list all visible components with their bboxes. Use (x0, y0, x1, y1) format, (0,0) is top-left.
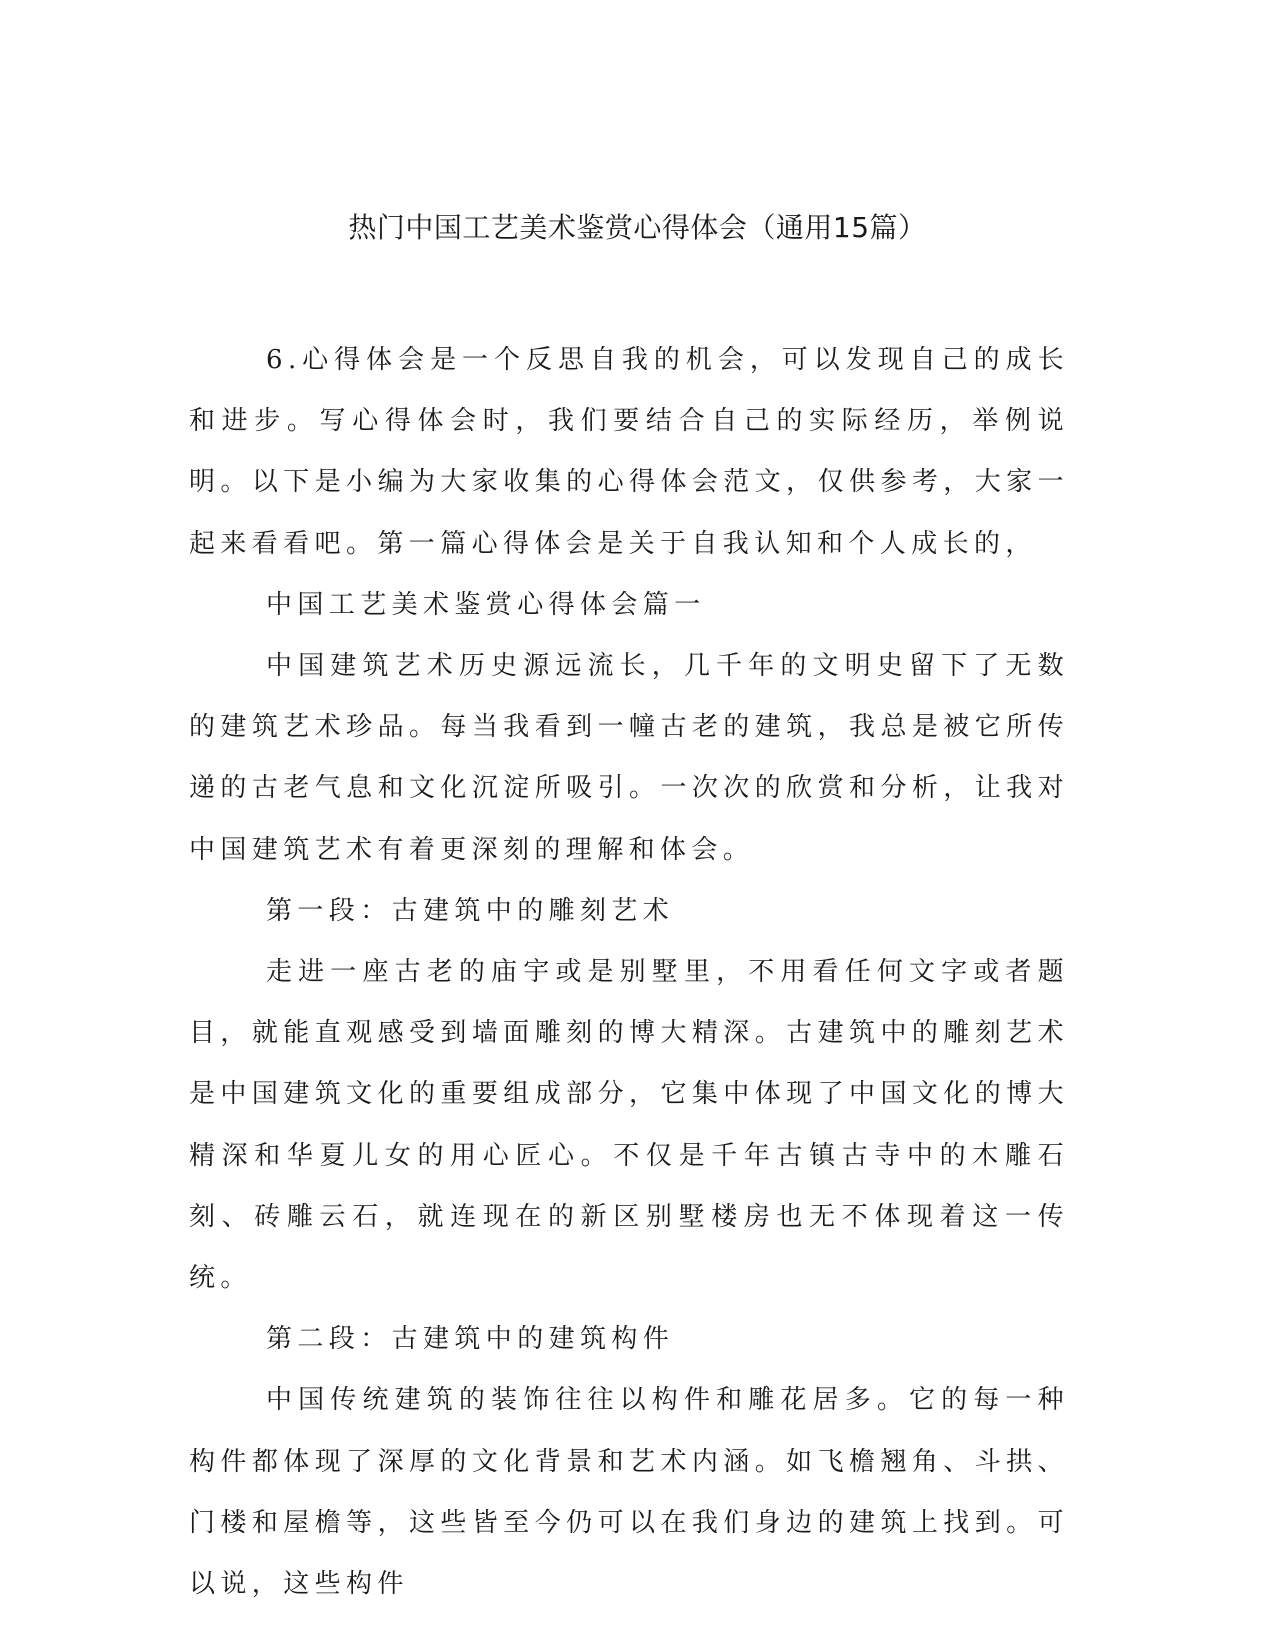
paragraph-carving: 走进一座古老的庙宇或是别墅里，不用看任何文字或者题目，就能直观感受到墙面雕刻的博大精深。古建筑中的雕刻艺术是中国建筑文化的重要组成部分，它集中体现了中国文化的博大精深和华夏儿女的用心匠心。不仅是千年古镇古寺中的木雕石刻、砖雕云石，就连现在的新区别墅楼房也无不体现着这一传统。 (189, 957, 1069, 1294)
document-body (189, 330, 1069, 1615)
page-title: 热门中国工艺美术鉴赏心得体会（通用15篇） (348, 211, 927, 244)
paragraph-intro: 6.心得体会是一个反思自我的机会，可以发现自己的成长和进步。写心得体会时，我们要结合自己的实际经历，举例说明。以下是小编为大家收集的心得体会范文，仅供参考，大家一起来看看吧。第一篇心得体会是关于自我认知和个人成长的， (189, 345, 1069, 559)
paragraph-architecture-history: 中国建筑艺术历史源远流长，几千年的文明史留下了无数的建筑艺术珍品。每当我看到一幢古老的建筑，我总是被它所传递的古老气息和文化沉淀所吸引。一次次的欣赏和分析，让我对中国建筑艺术有着更深刻的理解和体会。 (189, 651, 1069, 865)
section-heading-carving: 第一段：古建筑中的雕刻艺术 (266, 895, 675, 926)
section-heading-components: 第二段：古建筑中的建筑构件 (266, 1324, 675, 1355)
section-heading-chapter-one: 中国工艺美术鉴赏心得体会篇一 (266, 589, 706, 620)
paragraph-components: 中国传统建筑的装饰往往以构件和雕花居多。它的每一种构件都体现了深厚的文化背景和艺术内涵。如飞檐翘角、斗拱、门楼和屋檐等，这些皆至今仍可以在我们身边的建筑上找到。可以说，这些构件 (189, 1385, 1069, 1600)
